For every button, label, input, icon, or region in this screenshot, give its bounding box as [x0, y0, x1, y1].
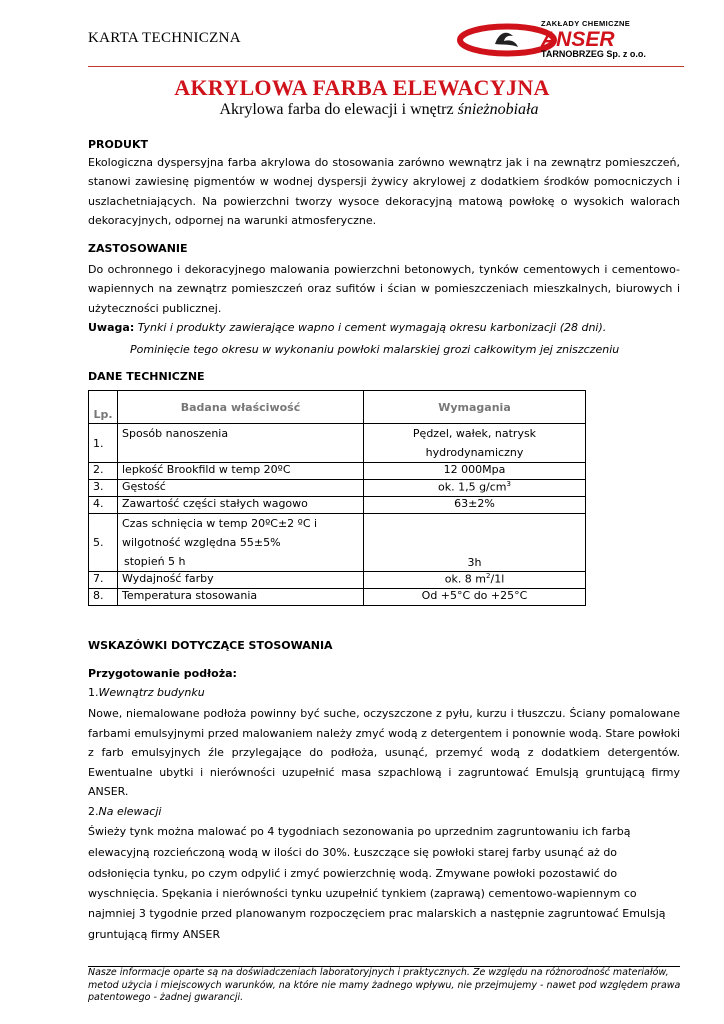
row-lp: 3. [89, 480, 118, 497]
row-lp: 7. [89, 572, 118, 589]
item1-title: Wewnątrz budynku [98, 686, 205, 699]
row-property: Sposób nanoszenia [118, 424, 364, 463]
item2-line: gruntującą firmy ANSER [88, 928, 221, 941]
req-line: hydrodynamiczny [425, 446, 524, 459]
yield-superscript: 2 [486, 572, 491, 580]
produkt-text: Ekologiczna dyspersyjna farba akrylowa do stosowania zarówno wewnątrz jak i na zewnątrz pomieszczeń, stanowi zawiesinę pigmentów w wodnej dyspersji żywicy akrylowej z dodatkiem środków pomocniczych i uszlachetniających. Na powierzchni tworzy wysoce dekoracyjną matową powłokę o wysokich walorach dekoracyjnych, odpornej na warunki atmosferyczne. [88, 156, 680, 227]
table-row [89, 497, 586, 514]
item2-heading [88, 805, 161, 818]
document-type: KARTA TECHNICZNA [88, 30, 241, 46]
row-requirement: 12 000Mpa [364, 463, 586, 480]
row-requirement: 3h [364, 514, 586, 572]
page-title: AKRYLOWA FARBA ELEWACYJNA [174, 75, 550, 100]
yield-suffix: /1l [490, 572, 505, 586]
row-lp: 8. [89, 589, 118, 606]
page-subtitle [0, 101, 724, 119]
row-requirement: Od +5°C do +25°C [364, 589, 586, 606]
section-heading-produkt: PRODUKT [88, 138, 148, 151]
item2-line: najmniej 3 tygodnie przed planowanym rozpoczęciem prac malarskich a następnie zagruntować Emulsją [88, 907, 666, 920]
row-lp: 2. [89, 463, 118, 480]
req-line: Pędzel, wałek, natrysk [412, 427, 537, 440]
note-text-1: Tynki i produkty zawierające wapno i cement wymagają okresu karbonizacji (28 dni). [137, 321, 607, 334]
note-text-2: Pominięcie tego okresu w wykonaniu powłoki malarskiej grozi całkowitym jej zniszczeniu [130, 343, 620, 356]
zastosowanie-text: Do ochronnego i dekoracyjnego malowania powierzchni betonowych, tynków cementowych i cementowo-wapiennych na zewnątrz pomieszczeń oraz sufitów i ścian w pomieszczeniach mieszkalnych, biurowych i użyteczności publicznej. [88, 263, 680, 315]
row-lp: 1. [89, 424, 118, 463]
col-header-requirements: Wymagania [364, 391, 586, 424]
logo-brand: ANSER [541, 28, 615, 51]
section-heading-zastosowanie: ZASTOSOWANIE [88, 242, 188, 255]
note-label: Uwaga: [88, 321, 135, 334]
table-row [89, 572, 586, 589]
section-heading-dane: DANE TECHNICZNE [88, 370, 205, 383]
row-property: Wydajność farby [118, 572, 364, 589]
logo-company-bottom: TARNOBRZEG Sp. z o.o. [541, 49, 646, 59]
item2-line: elewacyjną rozcieńczoną wodą w ilości do 30%. Łuszczące się powłoki starej farby usunąć aż do [88, 846, 618, 859]
item2-title: Na elewacji [98, 805, 162, 818]
prop-line: wilgotność względna 55±5% [122, 536, 281, 549]
subtitle-text: Akrylowa farba do elewacji i wnętrz [219, 101, 454, 118]
row-property: Zawartość części stałych wagowo [118, 497, 364, 514]
row-property [118, 514, 364, 572]
row-lp: 5. [89, 514, 118, 572]
row-requirement: 63±2% [364, 497, 586, 514]
technical-data-table [88, 390, 586, 606]
item2-line: wyschnięcia. Spękania i nierówności tynku uzupełnić tynkiem (zaprawą) cementowo-wapiennym co [88, 887, 637, 900]
prop-line: stopień 5 h [124, 555, 186, 568]
logo-ellipse [460, 27, 554, 54]
item1-number: 1. [88, 686, 99, 699]
table-row [89, 514, 586, 572]
item2-number: 2. [88, 805, 99, 818]
sub-heading-przygotowanie: Przygotowanie podłoża: [88, 667, 237, 680]
row-requirement [364, 424, 586, 463]
row-lp: 4. [89, 497, 118, 514]
anser-logo [455, 18, 685, 64]
item2-line: odsłonięcia tynku, po czym odpylić i zmyć powierzchnię wodą. Zmywane powłoki pozostawić do [88, 867, 618, 880]
item1-heading [88, 686, 205, 699]
table-row [89, 589, 586, 606]
row-requirement [364, 480, 586, 497]
table-row [89, 463, 586, 480]
table-row [89, 424, 586, 463]
table-row [89, 480, 586, 497]
note-line-1 [88, 321, 606, 334]
footer-disclaimer: Nasze informacje oparte są na doświadczeniach laboratoryjnych i praktycznych. Ze względu na różnorodność materiałów, metod użycia i miejscowych warunków, na które nie mamy żadnego wpływu, nie przejmujemy - nawet pod względem prawa patentowego - żadnej gwarancji. [88, 967, 681, 1003]
row-property: Gęstość [118, 480, 364, 497]
item2-line: Świeży tynk można malować po 4 tygodniach sezonowania po uprzednim zagruntowaniu ich farbą [88, 825, 631, 838]
row-property: lepkość Brookfild w temp 20ºC [118, 463, 364, 480]
yield-value: ok. 8 m [444, 572, 487, 586]
item1-text: Nowe, niemalowane podłoża powinny być suche, oczyszczone z pyłu, kurzu i tłuszczu. Ściany pomalowane farbami emulsyjnymi przed malowaniem należy zmyć wodą z detergentem i ponownie wodą. Stare powłoki z farb emulsyjnych źle przylegające do podłoża, usunąć, przemyć wodą z dodatkiem detergentów. Ewentualne ubytki i nierówności uzupełnić masa szpachlową i zagruntować Emulsją gruntującą firmy ANSER. [88, 707, 680, 798]
row-property: Temperatura stosowania [118, 589, 364, 606]
bird-icon [495, 33, 518, 47]
subtitle-color: śnieżnobiała [457, 101, 539, 118]
col-header-lp: Lp. [89, 391, 118, 424]
logo-company-top: ZAKŁADY CHEMICZNE [541, 19, 631, 28]
section-heading-wskazowki: WSKAZÓWKI DOTYCZĄCE STOSOWANIA [88, 639, 333, 652]
header-divider [88, 66, 684, 67]
density-value: ok. 1,5 g/cm [437, 480, 507, 494]
prop-line: Czas schnięcia w temp 20ºC±2 ºC i [122, 517, 318, 530]
col-header-property: Badana właściwość [118, 391, 364, 424]
density-superscript: 3 [506, 480, 511, 488]
row-requirement [364, 572, 586, 589]
table-header-row [89, 391, 586, 424]
